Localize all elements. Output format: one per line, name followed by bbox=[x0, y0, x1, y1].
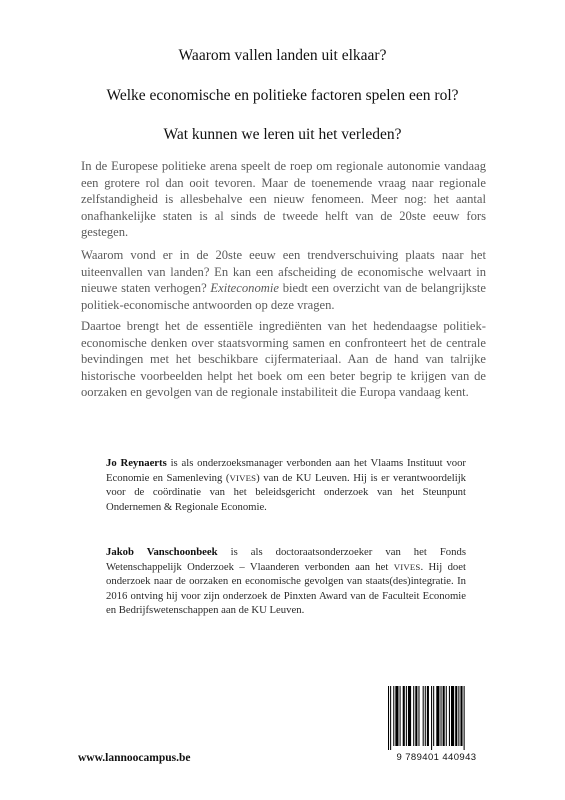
barcode-bars bbox=[382, 686, 491, 750]
intro-paragraph-2: Waarom vond er in de 20ste eeuw een trendverschuiving plaats naar het uiteenvallen van landen? En kan een afscheiding de economische welvaart in nieuwe staten verhogen? Exiteconomie biedt een overzicht van de belangrijkste politiek-economische antwoorden op deze vragen. bbox=[81, 248, 486, 312]
author-bio-reynaerts: Jo Reynaerts is als onderzoeksmanager verbonden aan het Vlaams Instituut voor Economie en Samenleving (VIVES) van de KU Leuven. Hij is er verantwoordelijk voor de coördinatie van het beleidsgericht onderzoek van het Steunpunt Ondernemen & Regionale Economie. bbox=[106, 457, 467, 513]
author-name: Jo Reynaerts bbox=[106, 457, 167, 469]
book-title: Exiteconomie bbox=[210, 281, 279, 296]
intro-paragraph-1: In de Europese politieke arena speelt de roep om regionale autonomie vandaag een grotere rol dan ooit tevoren. Maar de toenemende vraag naar regionale zelfstandigheid is allesbehalve een nieuw fenomeen. Meer nog: het aantal onafhankelijke staten is al sinds de tweede helft van de 20ste eeuw fors gestegen. bbox=[81, 159, 486, 240]
author-bio-vanschoonbeek: Jakob Vanschoonbeek is als doctoraatsonderzoeker van het Fonds Wetenschappelijk Onderzoek – Vlaanderen verbonden aan het VIVES. Hij doet onderzoek naar de oorzaken en economische gevolgen van staats(des)integratie. In 2016 ontving hij voor zijn onderzoek de Pinxten Award van de Faculteit Economie en Bedrijfswetenschappen aan de KU Leuven. bbox=[106, 546, 466, 617]
author-name: Jakob Vanschoonbeek bbox=[106, 546, 218, 558]
barcode bbox=[382, 686, 491, 762]
question-2: Welke economische en politieke factoren spelen een rol? bbox=[106, 87, 459, 104]
question-1: Waarom vallen landen uit elkaar? bbox=[178, 47, 387, 64]
barcode-number: 9 789401 440943 bbox=[396, 752, 477, 763]
publisher-website[interactable]: www.lannoocampus.be bbox=[78, 752, 191, 764]
intro-paragraph-3: Daartoe brengt het de essentiële ingrediënten van het hedendaagse politiek-economische denken over staatsvorming samen en confronteert het de centrale bevindingen met het beschikbare cijfermateriaal. Aan de hand van talrijke historische voorbeelden helpt het boek om een beter begrip te krijgen van de oorzaken en gevolgen van de regionale instabiliteit die Europa vandaag kent. bbox=[81, 319, 486, 400]
question-3: Wat kunnen we leren uit het verleden? bbox=[163, 126, 402, 143]
